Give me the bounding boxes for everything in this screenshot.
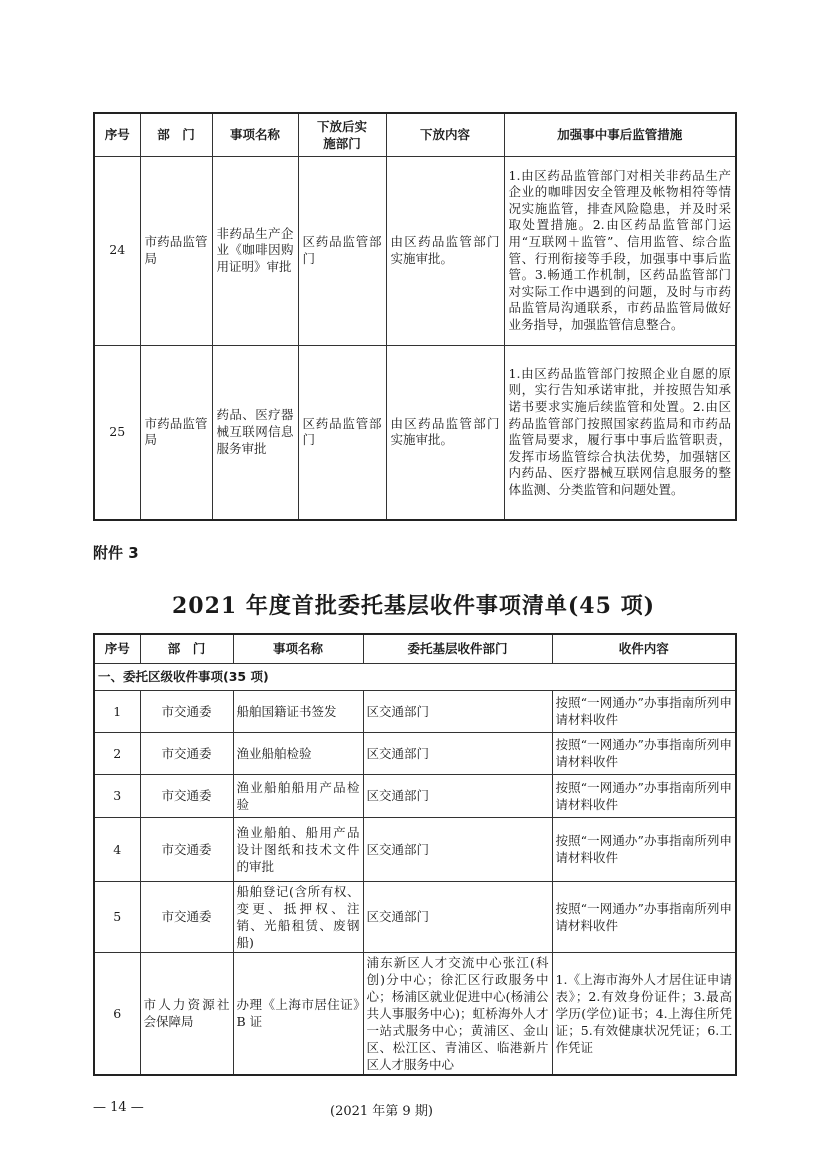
table-row: [94, 732, 736, 774]
cell-content: 由区药品监管部门实施审批。: [386, 345, 504, 520]
cell-item: 办理《上海市居住证》B 证: [233, 952, 363, 1075]
cell-dept: 市交通委: [140, 690, 233, 732]
cell-item: 渔业船舶检验: [233, 732, 363, 774]
table-row: [94, 952, 736, 1075]
cell-content: 按照“一网通办”办事指南所列申请材料收件: [552, 881, 736, 952]
cell-content: 按照“一网通办”办事指南所列申请材料收件: [552, 690, 736, 732]
cell-dept: 市交通委: [140, 817, 233, 881]
table-row: [94, 156, 736, 345]
cell-dept: 市交通委: [140, 881, 233, 952]
cell-recv-dept: 浦东新区人才交流中心张江(科创)分中心；徐汇区行政服务中心；杨浦区就业促进中心(杨浦公共人事服务中心)；虹桥海外人才一站式服务中心；黄浦区、金山区、松江区、青浦区、临港新片区人才服务中心: [363, 952, 552, 1075]
cell-content: 1.《上海市海外人才居住证申请表》；2.有效身份证件；3.最高学历(学位)证书；4.上海住所凭证；5.有效健康状况凭证；6.工作凭证: [552, 952, 736, 1075]
page-number: — 14 —: [93, 1100, 144, 1115]
section-heading: 一、委托区级收件事项(35 项): [94, 663, 736, 690]
cell-item: 船舶登记(含所有权、变更、抵押权、注销、光船租赁、废钢船): [233, 881, 363, 952]
header-cell: 委托基层收件部门: [363, 634, 552, 663]
cell-impl: 区药品监管部门: [298, 156, 386, 345]
header-cell: 部 门: [140, 634, 233, 663]
cell-no: 5: [94, 881, 140, 952]
header-cell: 下放后实施部门: [298, 113, 386, 156]
cell-dept: 市人力资源社会保障局: [140, 952, 233, 1075]
table-row: [94, 881, 736, 952]
cell-content: 按照“一网通办”办事指南所列申请材料收件: [552, 774, 736, 817]
table-row: [94, 345, 736, 520]
cell-recv-dept: 区交通部门: [363, 817, 552, 881]
cell-no: 6: [94, 952, 140, 1075]
delegation-table: [93, 112, 737, 521]
cell-recv-dept: 区交通部门: [363, 690, 552, 732]
header-cell: 部 门: [140, 113, 212, 156]
annex-label: 附件 3: [93, 544, 139, 562]
header-cell: 下放内容: [386, 113, 504, 156]
cell-dept: 市交通委: [140, 774, 233, 817]
cell-measures: 1.由区药品监管部门对相关非药品生产企业的咖啡因安全管理及帐物相符等情况实施监管，排查风险隐患，并及时采取处置措施。2.由区药品监管部门运用“互联网＋监管”、信用监管、综合监管、行刑衔接等手段，加强事中事后监管。3.畅通工作机制，区药品监管部门对实际工作中遇到的问题，及时与市药品监管局沟通联系，市药品监管局做好业务指导，加强监管信息整合。: [504, 156, 736, 345]
cell-recv-dept: 区交通部门: [363, 732, 552, 774]
cell-dept: 市药品监管局: [140, 345, 212, 520]
cell-dept: 市交通委: [140, 732, 233, 774]
header-cell: 事项名称: [233, 634, 363, 663]
section-row: [94, 663, 736, 690]
cell-no: 24: [94, 156, 140, 345]
cell-recv-dept: 区交通部门: [363, 881, 552, 952]
cell-dept: 市药品监管局: [140, 156, 212, 345]
cell-recv-dept: 区交通部门: [363, 774, 552, 817]
cell-item: 药品、医疗器械互联网信息服务审批: [212, 345, 298, 520]
cell-impl: 区药品监管部门: [298, 345, 386, 520]
cell-content: 按照“一网通办”办事指南所列申请材料收件: [552, 732, 736, 774]
issue-label: (2021 年第 9 期): [330, 1104, 433, 1119]
table-row: [94, 774, 736, 817]
table-row: [94, 690, 736, 732]
intake-items-table: [93, 633, 737, 1076]
cell-no: 4: [94, 817, 140, 881]
header-cell: 事项名称: [212, 113, 298, 156]
cell-content: 由区药品监管部门实施审批。: [386, 156, 504, 345]
cell-item: 非药品生产企业《咖啡因购用证明》审批: [212, 156, 298, 345]
cell-no: 3: [94, 774, 140, 817]
document-title: 2021 年度首批委托基层收件事项清单(45 项): [172, 593, 655, 619]
header-cell: 收件内容: [552, 634, 736, 663]
table-header-row: [94, 113, 736, 156]
cell-measures: 1.由区药品监管部门按照企业自愿的原则，实行告知承诺审批，并按照告知承诺书要求实施后续监管和处置。2.由区药品监管部门按照国家药监局和市药品监管局要求，履行事中事后监管职责，发挥市场监管综合执法优势，加强辖区内药品、医疗器械互联网信息服务的整体监测、分类监管和问题处置。: [504, 345, 736, 520]
table-header-row: [94, 634, 736, 663]
cell-no: 1: [94, 690, 140, 732]
cell-item: 船舶国籍证书签发: [233, 690, 363, 732]
cell-no: 25: [94, 345, 140, 520]
table-row: [94, 817, 736, 881]
cell-item: 渔业船舶船用产品检验: [233, 774, 363, 817]
header-cell: 加强事中事后监管措施: [504, 113, 736, 156]
header-cell: 序号: [94, 113, 140, 156]
cell-item: 渔业船舶、船用产品设计图纸和技术文件的审批: [233, 817, 363, 881]
cell-content: 按照“一网通办”办事指南所列申请材料收件: [552, 817, 736, 881]
header-cell: 序号: [94, 634, 140, 663]
cell-no: 2: [94, 732, 140, 774]
